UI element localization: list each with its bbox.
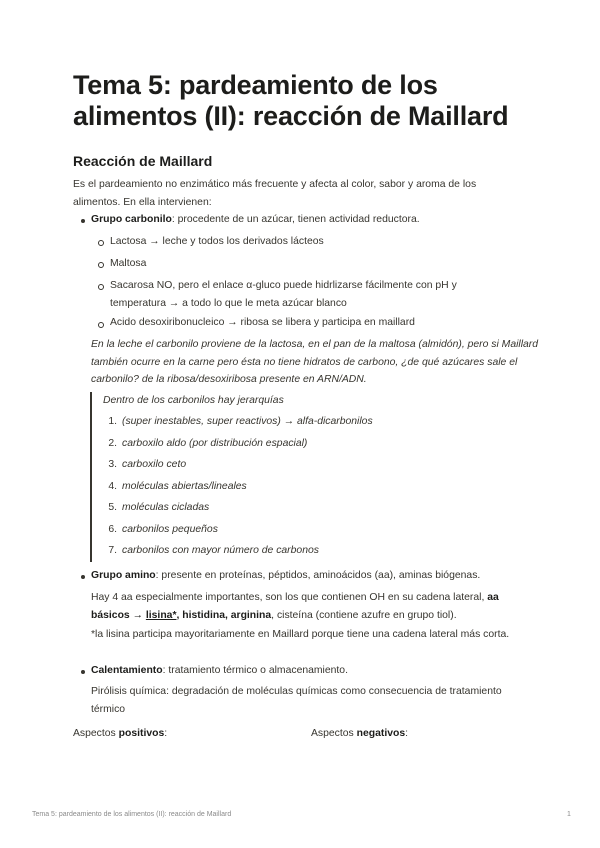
hierarchy-number: 6. [108, 523, 117, 535]
hierarchy-number: 1. [108, 416, 117, 427]
aspectos-negativos [311, 725, 408, 743]
amino-paragraph-2: *la lisina participa mayoritariamente en Maillard porque tiene una cadena lateral más corta. [91, 629, 510, 640]
amino-text: : presente en proteínas, péptidos, aminoácidos (aa), aminas biógenas. [155, 570, 481, 581]
hierarchy-item [103, 542, 503, 564]
carbonilo-note-text: En la leche el carbonilo proviene de la lactosa, en el pan de la maltosa (almidón), pero si Maillard también ocurre en la carne pero ésta no tiene hidratos de carbono, ¿de qué azúcares sale el carbonilo? de la ribosa/desoxiribosa presente en ARN/ADN. [91, 339, 539, 385]
hierarchy-number: 5. [108, 502, 117, 513]
colon: : [405, 728, 409, 739]
hierarchy-text: moléculas cicladas [122, 502, 210, 513]
hierarchy-text: carbonilos con mayor número de carbonos [122, 545, 319, 556]
page-title: Tema 5: pardeamiento de los alimentos (II): reacción de Maillard [73, 70, 509, 131]
quote-title-text: Dentro de los carbonilos hay jerarquías [103, 395, 284, 406]
calentamiento-paragraph: Pirólisis química: degradación de moléculas químicas como consecuencia de tratamiento térmico [91, 686, 502, 715]
hierarchy-list [103, 413, 503, 564]
carbonilo-note [91, 336, 546, 389]
hierarchy-text: carbonilos pequeños [122, 523, 218, 535]
sub-bullet [98, 240, 104, 246]
quote-bar [90, 392, 92, 562]
sub-item-lactosa: Lactosa → leche y todos los derivados lácteos [110, 236, 324, 247]
hierarchy-item [103, 435, 503, 457]
sub-item-maltosa: Maltosa [110, 258, 147, 269]
amino-label: Grupo amino [91, 570, 156, 581]
hierarchy-text: (super inestables, super reactivos) → alfa-dicarbonilos [122, 416, 373, 427]
hierarchy-item [103, 456, 503, 478]
list-item-amino [91, 567, 531, 585]
hierarchy-item [103, 478, 503, 500]
hierarchy-item [103, 499, 503, 521]
list-item-calentamiento [91, 662, 531, 680]
bullet-dot [81, 219, 85, 223]
negativos-label: negativos [356, 728, 406, 739]
quote-title [103, 392, 503, 410]
sub-bullet [98, 322, 104, 328]
bullet-dot [81, 575, 85, 579]
hierarchy-number: 4. [108, 480, 117, 492]
amino-p1-start: Hay 4 aa especialmente importantes, son los que contienen OH en su cadena lateral, [91, 592, 488, 603]
hierarchy-item [103, 413, 503, 435]
hierarchy-text: moléculas abiertas/lineales [122, 480, 247, 492]
carbonilo-text: : procedente de un azúcar, tienen actividad reductora. [171, 214, 420, 225]
hierarchy-text: carboxilo aldo (por distribución espacial) [122, 437, 308, 449]
lisina-underlined: lisina* [145, 609, 177, 621]
hierarchy-item [103, 521, 503, 543]
page-number: 1 [567, 811, 571, 818]
section-heading: Reacción de Maillard [73, 153, 213, 169]
amino-p1-bold: aa básicos → [91, 592, 499, 621]
colon: : [164, 728, 168, 739]
sub-bullet [98, 284, 104, 290]
page-footer: Tema 5: pardeamiento de los alimentos (II): reacción de Maillard [32, 811, 232, 818]
hierarchy-number: 2. [108, 437, 117, 449]
calentamiento-label: Calentamiento [91, 665, 163, 676]
sub-item-acido: Acido desoxiribonucleico → ribosa se libera y participa en maillard [110, 317, 415, 328]
amino-p1-end: , cisteína (contiene azufre en grupo tiol). [271, 609, 457, 621]
sub-bullet [98, 262, 104, 268]
amino-paragraph-1 [91, 589, 531, 624]
hierarchy-text: carboxilo ceto [122, 459, 187, 470]
sub-item-sacarosa: Sacarosa NO, pero el enlace α-gluco puede hidrlizarse fácilmente con pH y temperatura → a todo lo que le meta azúcar blanco [110, 280, 457, 309]
aspectos-prefix: Aspectos [311, 728, 357, 739]
hierarchy-number: 7. [108, 545, 117, 556]
bullet-dot [81, 670, 85, 674]
positivos-label: positivos [118, 728, 165, 739]
aspectos-positivos [73, 725, 167, 743]
amino-p1-bold2: , histidina, arginina [176, 609, 272, 621]
hierarchy-number: 3. [108, 459, 117, 470]
aspectos-prefix: Aspectos [73, 728, 119, 739]
calentamiento-text: : tratamiento térmico o almacenamiento. [162, 665, 348, 676]
intro-paragraph: Es el pardeamiento no enzimático más frecuente y afecta al color, sabor y aroma de los alimentos. En ella intervienen: [73, 179, 477, 208]
carbonilo-label: Grupo carbonilo [91, 214, 172, 225]
list-item-carbonilo [91, 211, 511, 229]
